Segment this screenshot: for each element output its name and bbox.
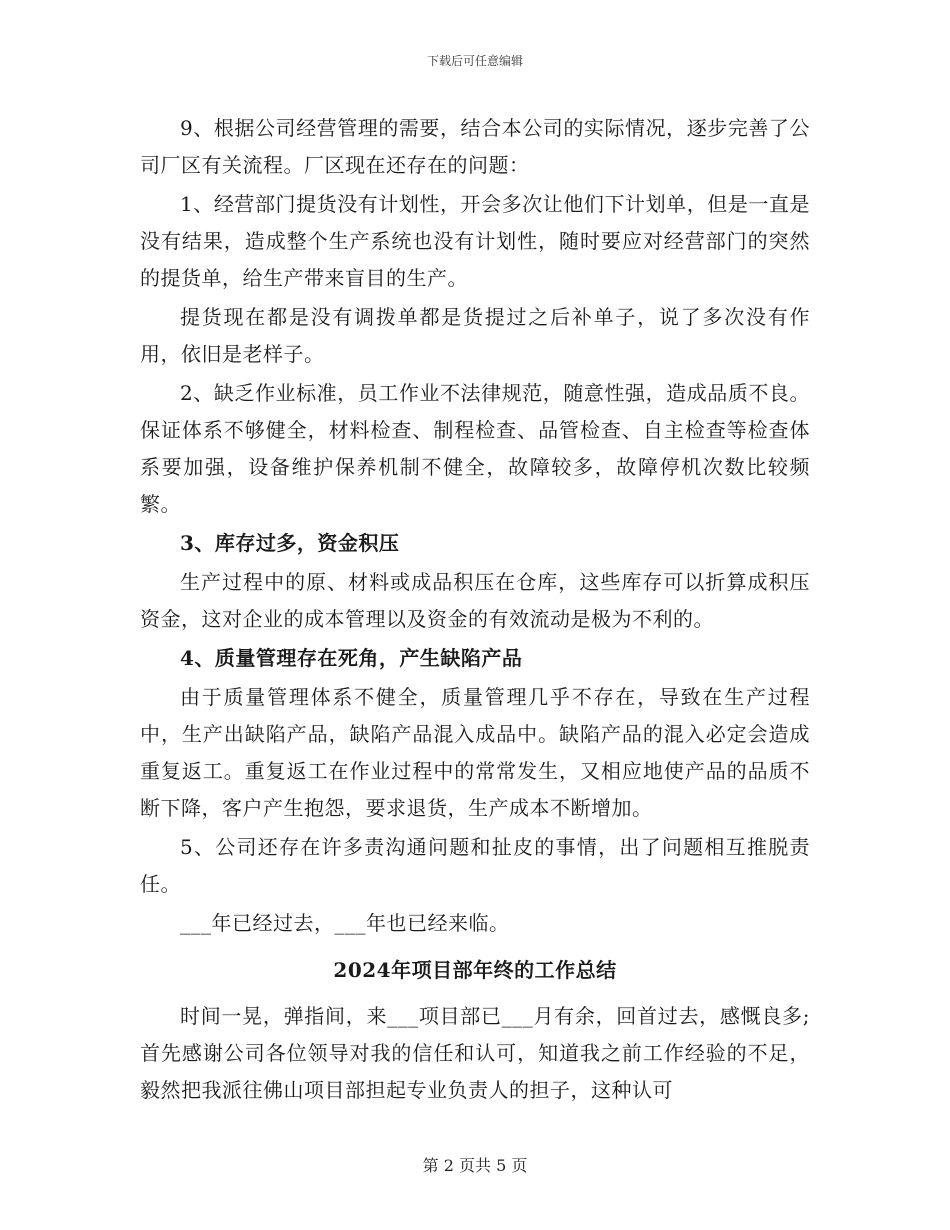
paragraph-section-intro: 时间一晃，弹指间，来___项目部已___月有余，回首过去，感慨良多;首先感谢公司各位领导对我的信任和认可，知道我之前工作经验的不足，毅然把我派往佛山项目部担起专业负责人的担子，这种认可 (140, 1004, 810, 1102)
paragraph-year-transition: ___年已经过去，___年也已经来临。 (180, 911, 510, 935)
page-header-note: 下载后可任意编辑 (426, 54, 523, 68)
page-number: 第 2 页共 5 页 (422, 1156, 528, 1175)
paragraph-item-9: 9、根据公司经营管理的需要，结合本公司的实际情况，逐步完善了公司厂区有关流程。厂区现在还存在的问题： (140, 116, 810, 177)
paragraph-issue-3-body: 生产过程中的原、材料或成品积压在仓库，这些库存可以折算成积压资金，这对企业的成本管理以及资金的有效流动是极为不利的。 (140, 570, 810, 631)
heading-issue-3: 3、库存过多，资金积压 (180, 531, 400, 555)
paragraph-issue-1: 1、经营部门提货没有计划性，开会多次让他们下计划单，但是一直是没有结果，造成整个生产系统也没有计划性，随时要应对经营部门的突然的提货单，给生产带来盲目的生产。 (140, 192, 810, 290)
section-title: 2024年项目部年终的工作总结 (333, 958, 617, 982)
heading-issue-4: 4、质量管理存在死角，产生缺陷产品 (180, 646, 523, 670)
paragraph-issue-5: 5、公司还存在许多责沟通问题和扯皮的事情，出了问题相互推脱责任。 (140, 835, 810, 896)
paragraph-pickup-note: 提货现在都是没有调拨单都是货提过之后补单子，说了多次没有作用，依旧是老样子。 (140, 305, 810, 366)
document-body (140, 110, 810, 1111)
paragraph-issue-4-body: 由于质量管理体系不健全，质量管理几乎不存在，导致在生产过程中，生产出缺陷产品，缺陷产品混入成品中。缺陷产品的混入必定会造成重复返工。重复返工在作业过程中的常常发生，又相应地使产品的品质不断下降，客户产生抱怨，要求退货，生产成本不断增加。 (140, 685, 810, 820)
paragraph-issue-2: 2、缺乏作业标准，员工作业不法律规范，随意性强，造成品质不良。保证体系不够健全，材料检查、制程检查、品管检查、自主检查等检查体系要加强，设备维护保养机制不健全，故障较多，故障停机次数比较频繁。 (140, 381, 810, 516)
